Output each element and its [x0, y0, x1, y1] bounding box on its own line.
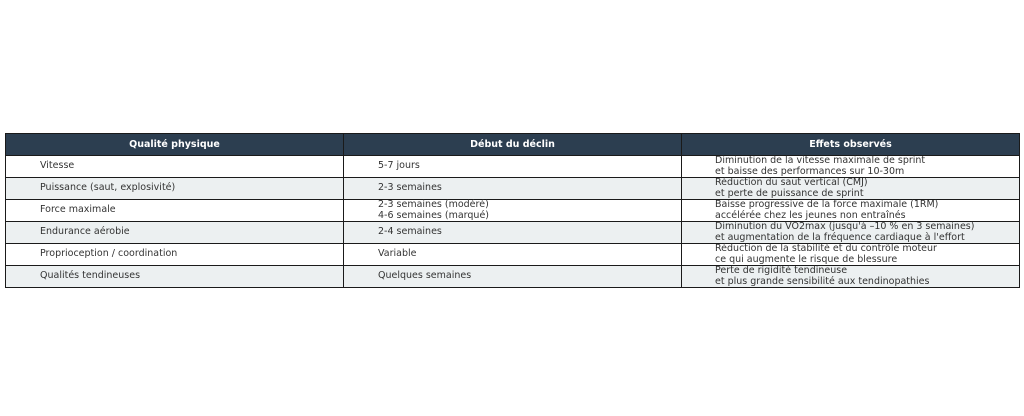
cell-effects [682, 266, 1020, 288]
effects-line: Réduction de la stabilité et du contrôle moteur [715, 243, 937, 254]
onset-line: 2-3 semaines (modéré) [378, 199, 489, 210]
cell-quality: Proprioception / coordination [6, 244, 344, 266]
table-row [6, 156, 1020, 178]
cell-quality: Puissance (saut, explosivité) [6, 178, 344, 200]
detraining-table-container [5, 133, 1019, 288]
effects-line: Baisse progressive de la force maximale (1RM) [715, 199, 939, 210]
onset-line: 4-6 semaines (marqué) [378, 209, 490, 221]
cell-effects [682, 200, 1020, 222]
cell-quality: Qualités tendineuses [6, 266, 344, 288]
effects-line: Réduction du saut vertical (CMJ) [715, 177, 868, 188]
cell-onset [344, 200, 682, 222]
effects-line: Perte de rigidité tendineuse [715, 265, 848, 276]
table-row [6, 200, 1020, 222]
effects-line: et augmentation de la fréquence cardiaque à l'effort [715, 231, 965, 243]
table-row [6, 178, 1020, 200]
cell-onset [344, 178, 682, 200]
cell-effects [682, 156, 1020, 178]
effects-line: et plus grande sensibilité aux tendinopathies [715, 275, 930, 287]
header-row [6, 134, 1020, 156]
onset-line: 2-4 semaines [378, 226, 442, 238]
effects-line: Diminution du VO2max (jusqu'à –10 % en 3 semaines) [715, 221, 975, 232]
effects-line: ce qui augmente le risque de blessure [715, 253, 898, 265]
detraining-table [5, 133, 1020, 288]
cell-onset [344, 156, 682, 178]
header-decline-onset: Début du déclin [344, 134, 682, 156]
table-row [6, 244, 1020, 266]
cell-quality: Force maximale [6, 200, 344, 222]
cell-quality: Vitesse [6, 156, 344, 178]
cell-effects [682, 222, 1020, 244]
effects-line: Diminution de la vitesse maximale de sprint [715, 155, 926, 166]
header-observed-effects: Effets observés [682, 134, 1020, 156]
table-header [6, 134, 1020, 156]
cell-effects [682, 244, 1020, 266]
cell-onset [344, 222, 682, 244]
table-row [6, 266, 1020, 288]
effects-line: et baisse des performances sur 10-30m [715, 165, 905, 177]
onset-line: 5-7 jours [378, 160, 420, 172]
onset-line: 2-3 semaines [378, 182, 442, 194]
table-body [6, 156, 1020, 288]
onset-line: Quelques semaines [378, 270, 472, 282]
effects-line: accélérée chez les jeunes non entraînés [715, 209, 906, 221]
onset-line: Variable [378, 248, 417, 260]
effects-line: et perte de puissance de sprint [715, 187, 864, 199]
table-row [6, 222, 1020, 244]
cell-onset [344, 244, 682, 266]
cell-onset [344, 266, 682, 288]
cell-effects [682, 178, 1020, 200]
cell-quality: Endurance aérobie [6, 222, 344, 244]
header-physical-quality: Qualité physique [6, 134, 344, 156]
